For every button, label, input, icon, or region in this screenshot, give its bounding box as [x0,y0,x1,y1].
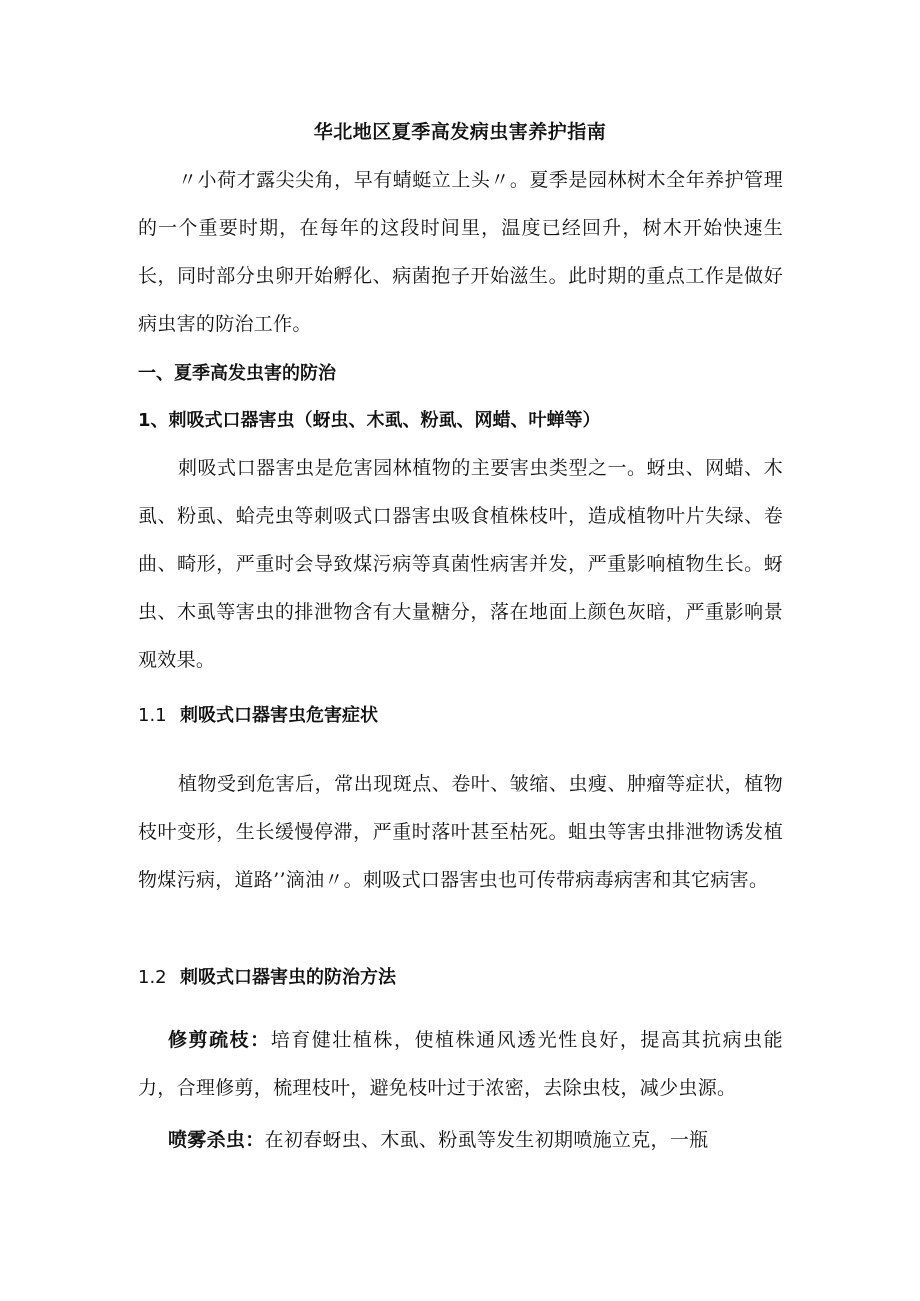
section-heading-1: 一、夏季高发虫害的防治 [138,363,336,384]
method-spray-paragraph [138,1116,783,1164]
section-heading-1-1: 1、刺吸式口器害虫（蚜虫、木虱、粉虱、网蜡、叶蝉等） [138,410,601,431]
method-spray-text: 在初春蚜虫、木虱、粉虱等发生初期喷施立克，一瓶 [264,1129,709,1151]
method-pruning-paragraph [138,1016,783,1112]
subsection-heading-1-1 [138,702,783,730]
section-1-1-paragraph: 刺吸式口器害虫是危害园林植物的主要害虫类型之一。蚜虫、网蜡、木虱、粉虱、蛤壳虫等刺吸式口器害虫吸食植株枝叶，造成植物叶片失绿、卷曲、畸形，严重时会导致煤污病等真菌性病害并发，严重影响植物生长。蚜虫、木虱等害虫的排泄物含有大量糖分，落在地面上颜色灰暗，严重影响景观效果。 [138,457,783,671]
subsection-number: 1.2 [138,967,167,988]
subsection-number: 1.1 [138,705,167,726]
method-pruning-label: 修剪疏枝： [168,1029,271,1051]
document-title: 华北地区夏季高发病虫害养护指南 [313,121,607,143]
intro-paragraph: 〃小荷才露尖尖角，早有蜻蜓立上头〃。夏季是园林树木全年养护管理的一个重要时期，在每年的这段时间里，温度已经回升，树木开始快速生长，同时部分虫卵开始孵化、病菌抱子开始滋生。此时期的重点工作是做好病虫害的防治工作。 [138,169,783,335]
subsection-1-1-paragraph: 植物受到危害后，常出现斑点、卷叶、皱缩、虫瘦、肿瘤等症状，植物枝叶变形，生长缓慢停滞，严重时落叶甚至枯死。蛆虫等害虫排泄物诱发植物煤污病，道路’’滴油〃。刺吸式口器害虫也可传带病毒病害和其它病害。 [138,773,783,891]
subsection-heading-1-2 [138,964,783,992]
subsection-title: 刺吸式口器害虫危害症状 [180,705,378,726]
method-spray-label: 喷雾杀虫： [168,1129,265,1151]
subsection-title: 刺吸式口器害虫的防治方法 [180,967,396,988]
method-pruning-text: 培育健壮植株，使植株通风透光性良好，提高其抗病虫能力，合理修剪，梳理枝叶，避免枝叶过于浓密，去除虫枝，减少虫源。 [138,1029,783,1099]
